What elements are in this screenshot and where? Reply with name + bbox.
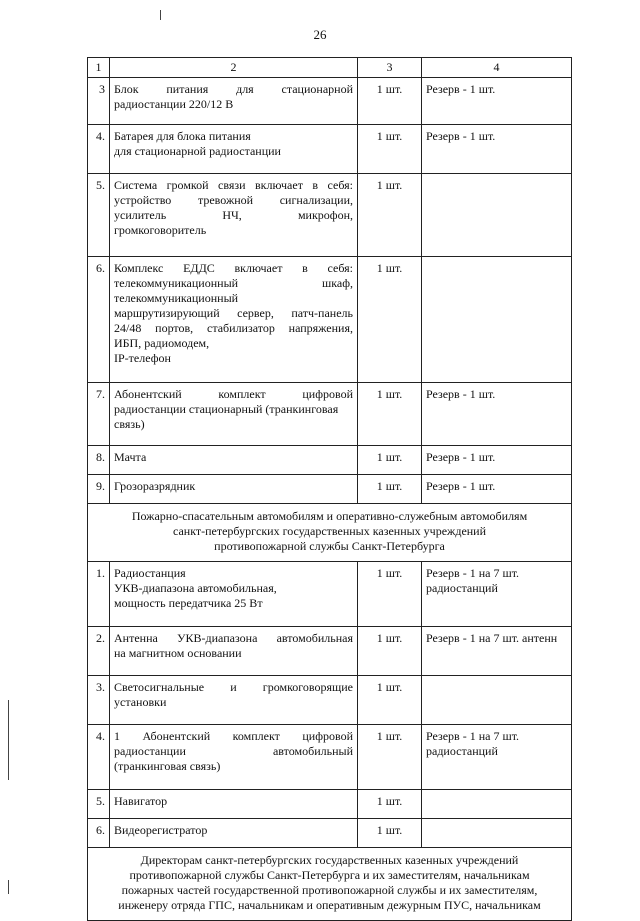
row-number: 4. bbox=[88, 725, 110, 790]
item-note bbox=[422, 676, 572, 725]
item-note-line: радиостанций bbox=[426, 744, 498, 758]
table-row bbox=[88, 78, 572, 125]
item-name-line: Батарея для блока питания bbox=[114, 129, 251, 143]
row-number: 8. bbox=[88, 446, 110, 475]
item-note bbox=[422, 475, 572, 504]
item-name-line: телекоммуникационный шкаф, bbox=[114, 276, 353, 290]
item-quantity: 1 шт. bbox=[358, 446, 422, 475]
item-name-line: усилитель НЧ, микрофон, bbox=[114, 208, 353, 222]
header-col-4: 4 bbox=[422, 58, 572, 78]
item-name-line: Антенна УКВ-диапазона автомобильная bbox=[114, 631, 353, 645]
section-heading-line: противопожарной службы Санкт-Петербурга bbox=[214, 539, 445, 553]
item-name bbox=[110, 383, 358, 446]
item-quantity: 1 шт. bbox=[358, 562, 422, 627]
table-row bbox=[88, 125, 572, 174]
table-row bbox=[88, 475, 572, 504]
item-name-line: Мачта bbox=[114, 450, 147, 464]
header-col-3: 3 bbox=[358, 58, 422, 78]
item-note-line: Резерв - 1 шт. bbox=[426, 82, 496, 96]
item-note bbox=[422, 446, 572, 475]
item-name-line: 24/48 портов, стабилизатор напряжения, bbox=[114, 321, 353, 335]
row-number: 5. bbox=[88, 790, 110, 819]
item-name-line: Светосигнальные и громкоговорящие bbox=[114, 680, 353, 694]
item-name bbox=[110, 78, 358, 125]
row-number: 6. bbox=[88, 819, 110, 848]
item-name-line: устройство тревожной сигнализации, bbox=[114, 193, 353, 207]
row-number: 6. bbox=[88, 257, 110, 383]
table-row bbox=[88, 725, 572, 790]
item-name bbox=[110, 627, 358, 676]
item-name-line: радиостанции автомобильный bbox=[114, 744, 353, 758]
item-quantity: 1 шт. bbox=[358, 78, 422, 125]
section-heading-line: пожарных частей государственной противопожарной службы и их заместителям, bbox=[121, 883, 538, 897]
item-note-line: Резерв - 1 на 7 шт. антенн bbox=[426, 631, 558, 645]
item-note bbox=[422, 78, 572, 125]
scan-mark bbox=[160, 10, 161, 20]
item-note bbox=[422, 562, 572, 627]
row-number: 7. bbox=[88, 383, 110, 446]
table-row bbox=[88, 446, 572, 475]
section-heading-line: Пожарно-спасательным автомобилям и оперативно-служебным автомобилям bbox=[131, 509, 528, 523]
item-note-line: Резерв - 1 шт. bbox=[426, 387, 496, 401]
item-name-line: радиостанции стационарный (транкинговая bbox=[114, 402, 339, 416]
item-name bbox=[110, 174, 358, 257]
section-heading bbox=[88, 504, 572, 562]
row-number: 4. bbox=[88, 125, 110, 174]
header-col-2: 2 bbox=[110, 58, 358, 78]
item-name bbox=[110, 676, 358, 725]
item-note bbox=[422, 174, 572, 257]
item-name-line: Навигатор bbox=[114, 794, 168, 808]
row-number: 9. bbox=[88, 475, 110, 504]
item-name-line: на магнитном основании bbox=[114, 646, 242, 660]
item-quantity: 1 шт. bbox=[358, 125, 422, 174]
item-name-line: связь) bbox=[114, 417, 145, 431]
item-note-line: Резерв - 1 шт. bbox=[426, 129, 496, 143]
item-quantity: 1 шт. bbox=[358, 383, 422, 446]
row-number: 1. bbox=[88, 562, 110, 627]
item-quantity: 1 шт. bbox=[358, 676, 422, 725]
item-name-line: телекоммуникационный bbox=[114, 291, 239, 305]
equipment-table bbox=[87, 57, 572, 921]
item-note-line: Резерв - 1 шт. bbox=[426, 450, 496, 464]
item-name-line: радиостанции 220/12 В bbox=[114, 97, 234, 111]
header-col-1: 1 bbox=[88, 58, 110, 78]
item-note bbox=[422, 125, 572, 174]
item-note bbox=[422, 383, 572, 446]
item-name-line: Грозоразрядник bbox=[114, 479, 196, 493]
item-name bbox=[110, 562, 358, 627]
item-name bbox=[110, 819, 358, 848]
item-quantity: 1 шт. bbox=[358, 725, 422, 790]
row-number: 3 bbox=[88, 78, 110, 125]
section-heading-line: Директорам санкт-петербургских государственных казенных учреждений bbox=[140, 853, 519, 867]
table-row bbox=[88, 819, 572, 848]
item-name bbox=[110, 257, 358, 383]
row-number: 5. bbox=[88, 174, 110, 257]
table-row bbox=[88, 562, 572, 627]
item-name-line: мощность передатчика 25 Вт bbox=[114, 596, 263, 610]
table-row bbox=[88, 790, 572, 819]
item-name-line: громкоговоритель bbox=[114, 223, 207, 237]
item-name-line: IP-телефон bbox=[114, 351, 171, 365]
item-quantity: 1 шт. bbox=[358, 819, 422, 848]
section-heading-line: инженеру отряда ГПС, начальникам и оперативным дежурным ПУС, начальникам bbox=[118, 898, 541, 912]
item-note bbox=[422, 725, 572, 790]
item-note bbox=[422, 819, 572, 848]
item-name bbox=[110, 446, 358, 475]
item-name bbox=[110, 475, 358, 504]
item-name-line: 1 Абонентский комплект цифровой bbox=[114, 729, 353, 743]
item-name bbox=[110, 725, 358, 790]
section-heading-line: противопожарной службы Санкт-Петербурга и их заместителям, начальникам bbox=[129, 868, 530, 882]
section-heading-row bbox=[88, 848, 572, 921]
table-row bbox=[88, 627, 572, 676]
item-name bbox=[110, 790, 358, 819]
item-note-line: Резерв - 1 на 7 шт. bbox=[426, 566, 520, 580]
item-note-line: радиостанций bbox=[426, 581, 498, 595]
item-name-line: (транкинговая связь) bbox=[114, 759, 221, 773]
section-heading-row bbox=[88, 504, 572, 562]
item-name-line: Блок питания для стационарной bbox=[114, 82, 353, 96]
item-name-line: Видеорегистратор bbox=[114, 823, 208, 837]
item-note bbox=[422, 257, 572, 383]
item-note-line: Резерв - 1 на 7 шт. bbox=[426, 729, 520, 743]
item-name-line: УКВ-диапазона автомобильная, bbox=[114, 581, 277, 595]
item-name-line: установки bbox=[114, 695, 167, 709]
item-quantity: 1 шт. bbox=[358, 475, 422, 504]
item-name-line: для стационарной радиостанции bbox=[114, 144, 281, 158]
item-name-line: Абонентский комплект цифровой bbox=[114, 387, 353, 401]
page-number: 26 bbox=[313, 27, 327, 42]
scan-mark bbox=[8, 880, 9, 894]
item-quantity: 1 шт. bbox=[358, 790, 422, 819]
table-header-row bbox=[88, 58, 572, 78]
item-note bbox=[422, 790, 572, 819]
item-name-line: Радиостанция bbox=[114, 566, 186, 580]
item-name-line: маршрутизирующий сервер, патч-панель bbox=[114, 306, 353, 320]
section-heading-line: санкт-петербургских государственных казенных учреждений bbox=[172, 524, 487, 538]
item-note bbox=[422, 627, 572, 676]
table-row bbox=[88, 257, 572, 383]
item-name-line: Комплекс ЕДДС включает в себя: bbox=[114, 261, 353, 275]
table-row bbox=[88, 174, 572, 257]
table-row bbox=[88, 676, 572, 725]
row-number: 3. bbox=[88, 676, 110, 725]
item-note-line: Резерв - 1 шт. bbox=[426, 479, 496, 493]
item-quantity: 1 шт. bbox=[358, 257, 422, 383]
item-quantity: 1 шт. bbox=[358, 174, 422, 257]
item-name-line: ИБП, радиомодем, bbox=[114, 336, 210, 350]
item-name bbox=[110, 125, 358, 174]
table-row bbox=[88, 383, 572, 446]
item-quantity: 1 шт. bbox=[358, 627, 422, 676]
row-number: 2. bbox=[88, 627, 110, 676]
scan-mark bbox=[8, 700, 9, 780]
item-name-line: Система громкой связи включает в себя: bbox=[114, 178, 353, 192]
section-heading bbox=[88, 848, 572, 921]
